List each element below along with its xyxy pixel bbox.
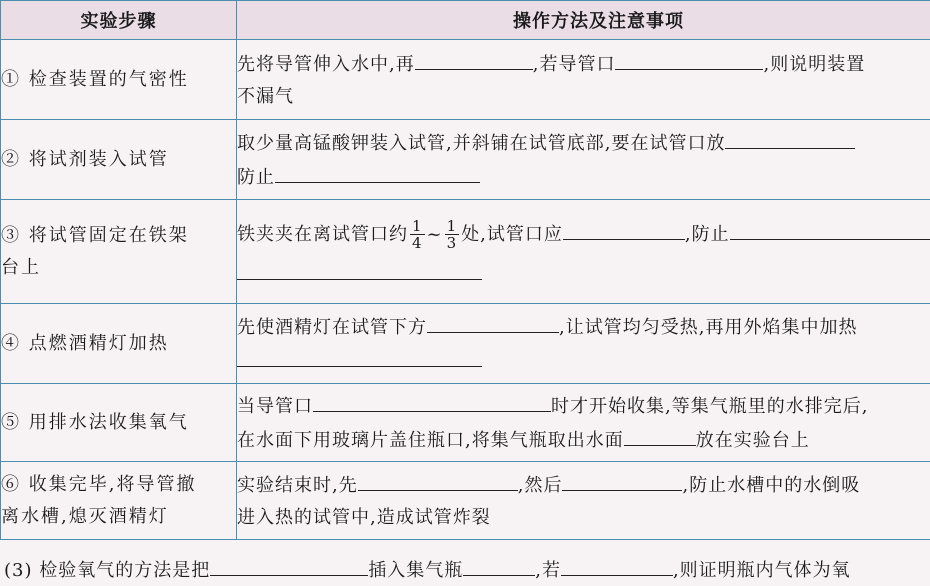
desc-text: 不漏气 (237, 85, 294, 107)
question-text: ,若 (535, 560, 561, 581)
answer-blank[interactable] (562, 468, 682, 491)
desc-text: 实验结束时,先 (237, 474, 358, 496)
fraction-third: $\frac{1}{3}$ (446, 217, 458, 252)
desc-text: ,则说明装置 (763, 53, 866, 75)
question-3 (0, 553, 930, 586)
answer-blank[interactable] (561, 553, 673, 576)
table-row (1, 384, 930, 462)
step-label: 离水槽,熄灭酒精灯 (1, 505, 169, 527)
desc-text: 先使酒精灯在试管下方 (237, 316, 427, 338)
desc-text: 处,试管口应 (461, 223, 563, 245)
desc-text: ~ (426, 223, 443, 245)
answer-blank[interactable] (415, 47, 533, 70)
desc-text: 在水面下用玻璃片盖住瓶口,将集气瓶取出水面 (237, 429, 624, 451)
header-method: 操作方法及注意事项 (237, 1, 930, 40)
desc-cell (237, 120, 930, 200)
desc-text: 取少量高锰酸钾装入试管,并斜铺在试管底部,要在试管口放 (237, 132, 726, 154)
step-cell (1, 462, 237, 540)
question-text: ,则证明瓶内气体为氧 (672, 560, 851, 581)
table-row (1, 200, 930, 304)
desc-text: 放在实验台上 (695, 429, 810, 451)
desc-text: 时才开始收集,等集气瓶里的水排完后, (551, 395, 869, 417)
table-row (1, 40, 930, 120)
answer-blank[interactable] (563, 217, 685, 240)
step-label: ② 将试剂装入试管 (1, 148, 169, 170)
desc-cell (237, 304, 930, 384)
answer-blank[interactable] (313, 389, 551, 412)
answer-blank[interactable] (210, 553, 368, 576)
desc-cell (237, 384, 930, 462)
step-label: ④ 点燃酒精灯加热 (1, 332, 169, 354)
step-label: 台上 (1, 256, 41, 278)
step-cell (1, 384, 237, 462)
answer-blank[interactable] (624, 423, 696, 446)
answer-blank[interactable] (275, 160, 480, 183)
fraction-quarter: $\frac{1}{4}$ (412, 217, 423, 252)
desc-text: 先将导管伸入水中,再 (237, 53, 415, 75)
header-step: 实验步骤 (1, 1, 237, 40)
desc-text: ,若导管口 (532, 53, 616, 75)
table-row (1, 462, 930, 540)
step-cell (1, 304, 237, 384)
step-label: ③ 将试管固定在铁架 (1, 224, 189, 246)
question-text: 插入集气瓶 (368, 560, 464, 581)
step-cell (1, 40, 237, 120)
desc-cell (237, 200, 930, 304)
answer-blank[interactable] (725, 126, 855, 149)
step-cell (1, 120, 237, 200)
step-label: ⑤ 用排水法收集氧气 (1, 411, 189, 433)
answer-blank[interactable] (463, 553, 535, 576)
answer-blank[interactable] (237, 257, 482, 280)
step-label: ① 检查装置的气密性 (1, 68, 189, 90)
table-row (1, 304, 930, 384)
desc-text: 当导管口 (237, 395, 313, 417)
desc-text: 铁夹夹在离试管口约 (237, 223, 408, 245)
desc-text: ,防止 (684, 223, 730, 245)
answer-blank[interactable] (427, 310, 559, 333)
answer-blank[interactable] (730, 217, 930, 240)
step-label: ⑥ 收集完毕,将导管撤 (1, 473, 197, 495)
desc-cell (237, 40, 930, 120)
desc-text: 进入热的试管中,造成试管炸裂 (237, 506, 491, 528)
desc-text: ,防止水槽中的水倒吸 (682, 474, 861, 496)
desc-text: 防止 (237, 166, 275, 188)
answer-blank[interactable] (615, 47, 763, 70)
question-text: (3) 检验氧气的方法是把 (4, 560, 211, 581)
desc-text: ,然后 (517, 474, 563, 496)
answer-blank[interactable] (237, 344, 482, 367)
step-cell (1, 200, 237, 304)
answer-blank[interactable] (358, 468, 518, 491)
desc-cell (237, 462, 930, 540)
table-row (1, 120, 930, 200)
table-header-row (1, 1, 930, 40)
desc-text: ,让试管均匀受热,再用外焰集中加热 (559, 316, 858, 338)
